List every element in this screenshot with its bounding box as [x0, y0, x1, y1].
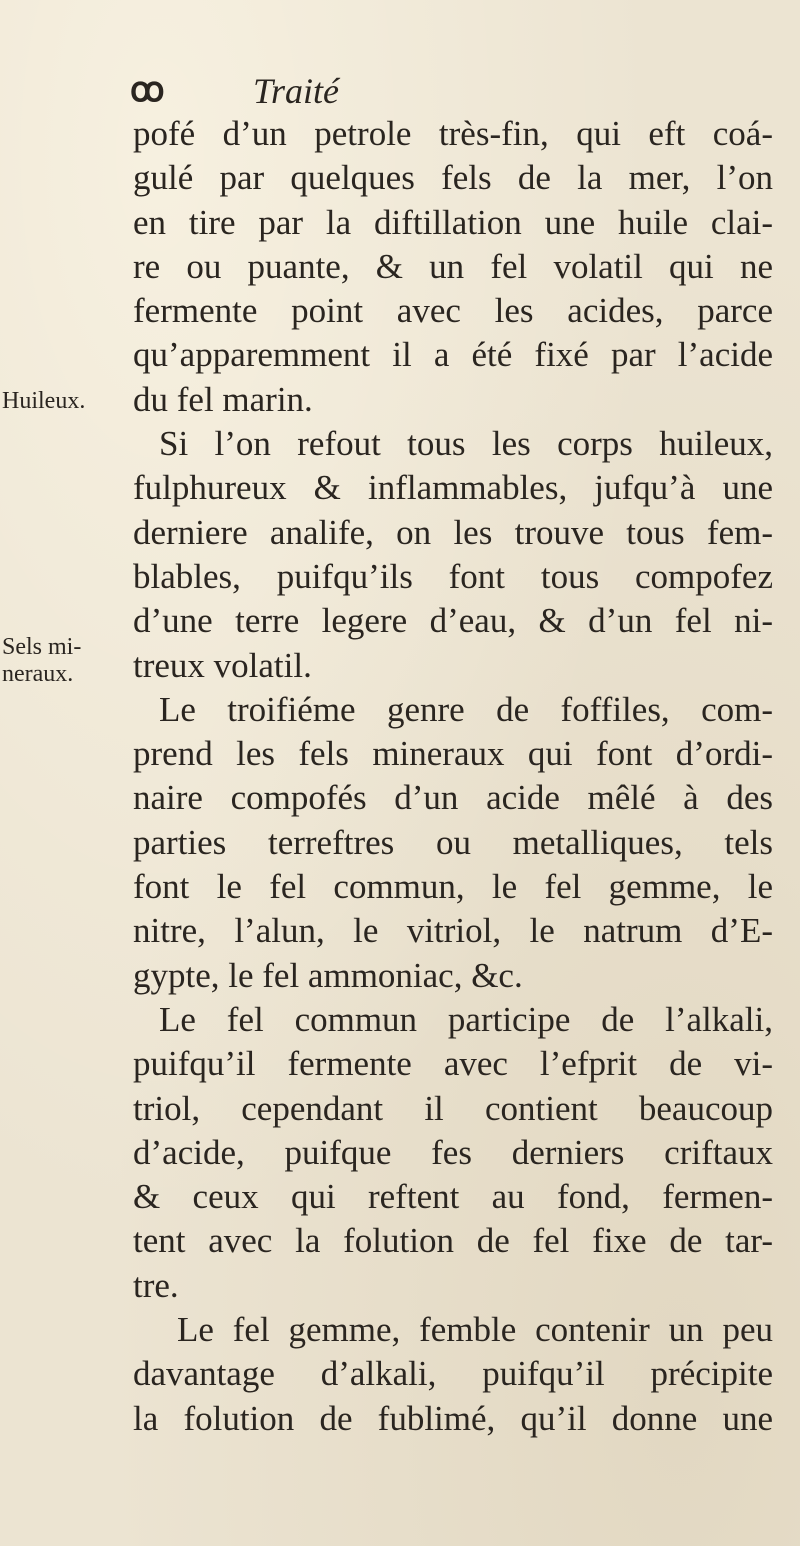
margin-note-text: Huileux. [2, 388, 86, 414]
text-line: gulé par quelques fels de la mer, l’on [133, 158, 773, 198]
text-line: Le troifiéme genre de foffiles, com- [159, 689, 773, 729]
text-line: blables, puifqu’ils font tous compofez [133, 556, 773, 596]
margin-note-text: Sels mi- [2, 634, 82, 660]
page-number: ꝏ [130, 72, 166, 109]
text-line: & ceux qui reftent au fond, fermen- [133, 1177, 773, 1217]
text-line: qu’apparemment il a été fixé par l’acide [133, 335, 773, 375]
text-line: tre. [133, 1265, 179, 1305]
text-line: d’une terre legere d’eau, & d’un fel ni- [133, 601, 773, 641]
margin-note-sels-mineraux [2, 634, 81, 688]
text-line: naire compofés d’un acide mêlé à des [133, 778, 773, 818]
text-line: tent avec la folution de fel fixe de tar- [133, 1221, 773, 1261]
body-text [133, 112, 773, 1441]
text-line: la folution de fublimé, qu’il donne une [133, 1398, 773, 1438]
text-line: fulphureux & inflammables, jufqu’à une [133, 468, 773, 508]
text-line: nitre, l’alun, le vitriol, le natrum d’E- [133, 911, 773, 951]
text-line: puifqu’il fermente avec l’efprit de vi- [133, 1044, 773, 1084]
text-line: treux volatil. [133, 645, 312, 685]
text-line: derniere analife, on les trouve tous fem- [133, 512, 773, 552]
text-line: Le fel commun participe de l’alkali, [159, 999, 773, 1039]
text-line: d’acide, puifque fes derniers criftaux [133, 1132, 773, 1172]
text-line: gypte, le fel ammoniac, &c. [133, 955, 523, 995]
text-line: prend les fels mineraux qui font d’ordi- [133, 734, 773, 774]
text-line: re ou puante, & un fel volatil qui ne [133, 246, 773, 286]
text-line: parties terreftres ou metalliques, tels [133, 822, 773, 862]
text-line: pofé d’un petrole très-fin, qui eft coá- [133, 114, 773, 153]
text-line: triol, cependant il contient beaucoup [133, 1088, 773, 1128]
text-line: davantage d’alkali, puifqu’il précipite [133, 1354, 773, 1394]
text-line: fermente point avec les acides, parce [133, 291, 773, 331]
text-line: Si l’on refout tous les corps huileux, [159, 424, 773, 464]
text-line: en tire par la diftillation une huile clai- [133, 202, 773, 242]
text-line: font le fel commun, le fel gemme, le [133, 867, 773, 907]
margin-note-text: neraux. [2, 661, 74, 687]
text-line: du fel marin. [133, 379, 313, 419]
running-head [130, 70, 650, 110]
text-line: Le fel gemme, femble contenir un peu [177, 1310, 773, 1350]
running-title: Traité [253, 71, 340, 111]
margin-note-huileux [2, 388, 85, 415]
